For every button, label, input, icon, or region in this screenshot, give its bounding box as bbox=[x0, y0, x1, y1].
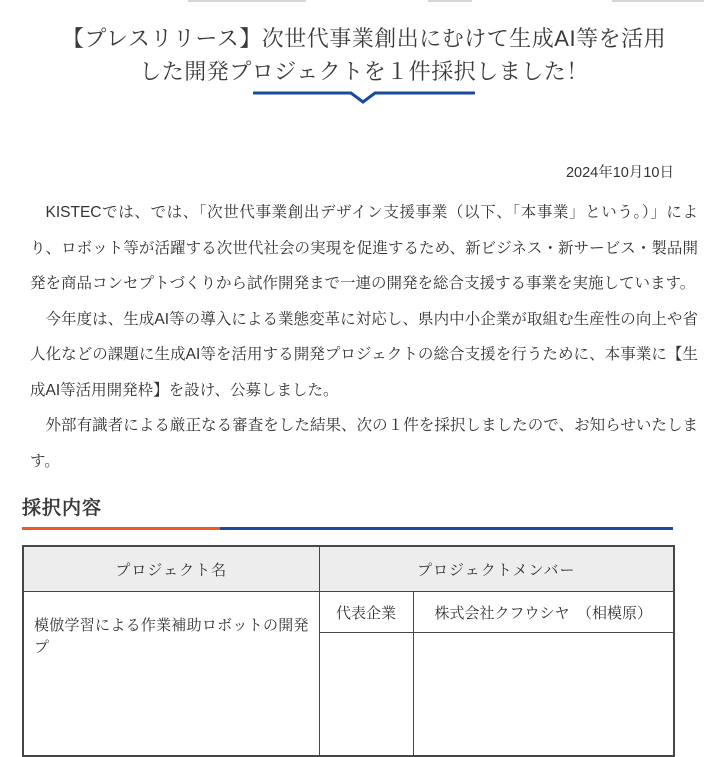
column-header-project-name: プロジェクト名 bbox=[23, 546, 319, 592]
heading-rule-orange-segment bbox=[22, 527, 220, 530]
release-date: 2024年10月10日 bbox=[565, 165, 674, 181]
project-name-cell: 模倣学習による作業補助ロボットの開発プ bbox=[23, 592, 319, 757]
title-underline-chevron-line bbox=[253, 93, 475, 102]
clipped-content-fragment bbox=[188, 0, 306, 2]
paragraph-2: 今年度は、生成AI等の導入による業態変革に対応し、県内中小企業が取組む生産性の向上や省人化などの課題に生成AI等を活用する開発プロジェクトの総合支援を行うために、本事業に【生成AI等活用開発枠】を設け、公募しました。 bbox=[30, 310, 698, 399]
heading-rule-blue-segment bbox=[220, 527, 673, 530]
adoption-table bbox=[22, 545, 675, 757]
paragraph-1: KISTECでは、では、「次世代事業創出デザイン支援事業（以下、「本事業」という。）」により、ロボット等が活躍する次世代社会の実現を促進するため、新ビジネス・新サービス・製品開発を商品コンセプトづくりから試作開発まで一連の開発を総合支援する事業を実施しています。 bbox=[30, 204, 698, 292]
section-heading-adoption: 採択内容 bbox=[22, 498, 103, 519]
page-title-line2: した開発プロジェクトを１件採択しました！ bbox=[139, 59, 589, 84]
press-release-body bbox=[30, 195, 698, 479]
member-name-cell-clipped bbox=[413, 633, 674, 757]
page-title-line1: 【プレスリリース】次世代事業創出にむけて生成AI等を活用 bbox=[61, 26, 667, 51]
table-header-row bbox=[23, 546, 674, 592]
section-heading-rule bbox=[22, 527, 673, 530]
table-row bbox=[23, 592, 674, 633]
column-header-project-members: プロジェクトメンバー bbox=[319, 546, 674, 592]
member-name-cell: 株式会社クフウシヤ （相模原） bbox=[413, 592, 674, 633]
paragraph-3: 外部有識者による厳正なる審査をした結果、次の１件を採択しましたので、お知らせいたします。 bbox=[30, 417, 698, 470]
member-role-cell: 代表企業 bbox=[319, 592, 413, 633]
title-underline-decoration bbox=[30, 91, 698, 105]
clipped-content-fragment bbox=[612, 0, 704, 2]
member-role-cell-clipped bbox=[319, 633, 413, 757]
clipped-content-fragment bbox=[428, 0, 472, 2]
page-title bbox=[30, 22, 698, 88]
